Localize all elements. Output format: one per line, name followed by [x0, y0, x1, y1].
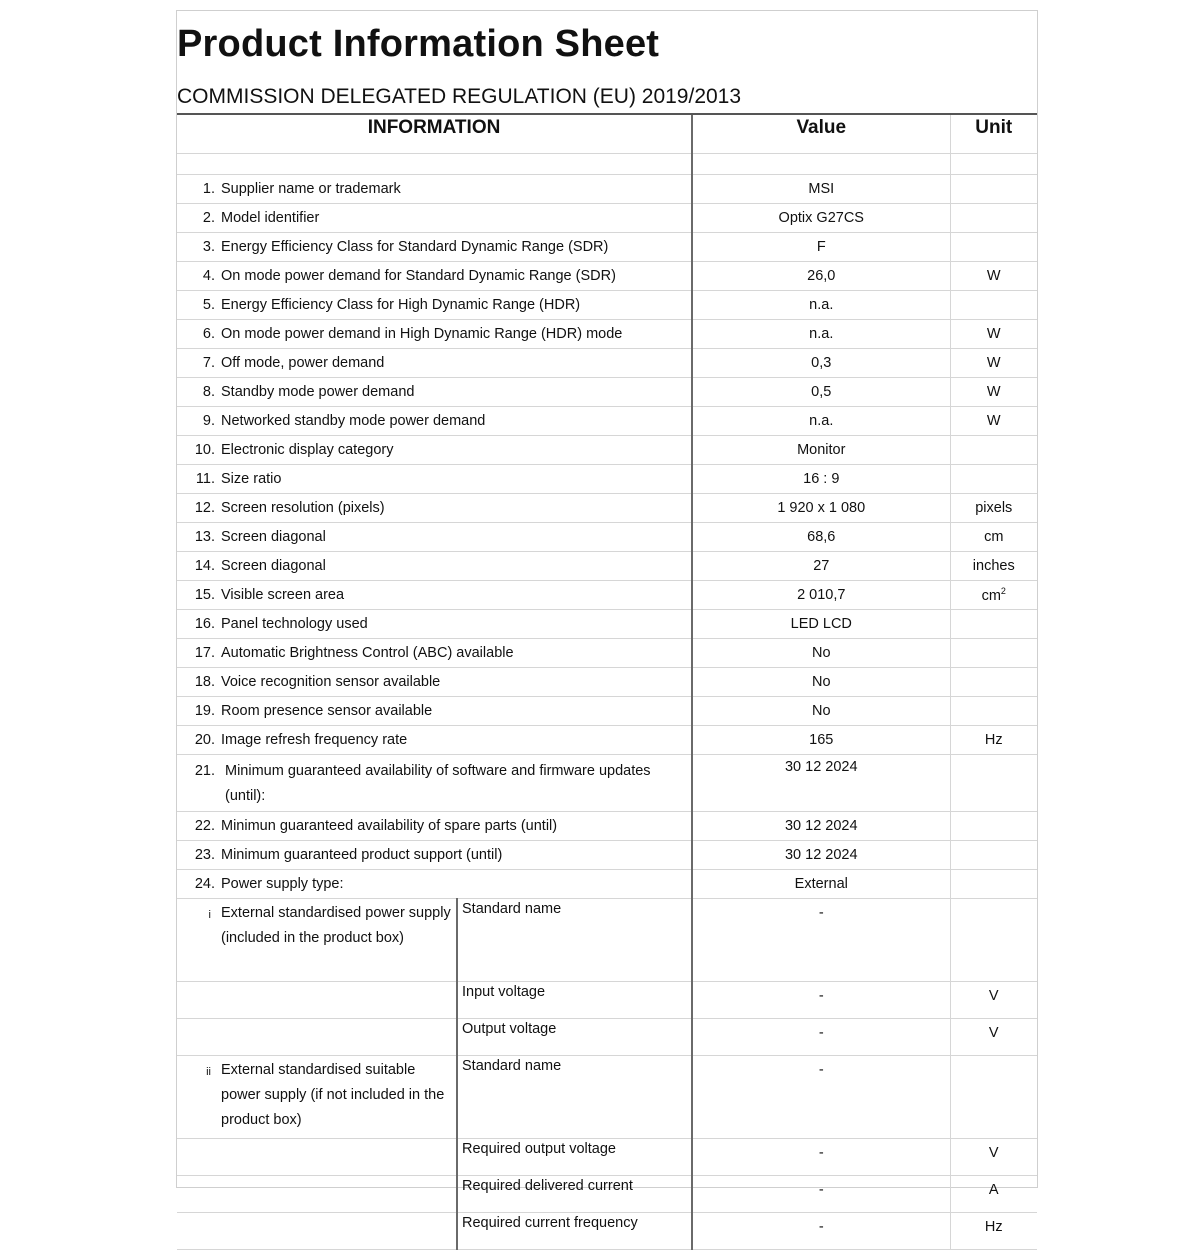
row-label: On mode power demand for Standard Dynamic Range (SDR) [221, 268, 616, 284]
row-unit-text: cm [981, 587, 1001, 604]
row-number: 18. [194, 674, 215, 690]
power-supply-row [177, 899, 1037, 982]
roman-numeral: ii [206, 1066, 211, 1078]
power-supply-field-value: - [692, 1019, 950, 1056]
row-number: 22. [194, 818, 215, 834]
power-supply-field-value: - [692, 899, 950, 982]
row-unit-text: Hz [984, 732, 1003, 748]
regulation-subtitle: COMMISSION DELEGATED REGULATION (EU) 2019/2013 [177, 85, 742, 108]
row-number: 16. [194, 616, 215, 632]
row-label-cell [177, 494, 692, 523]
power-supply-row [177, 1176, 1037, 1213]
row-number: 23. [194, 847, 215, 863]
row-value: 0,5 [692, 378, 950, 407]
power-supply-field-name: Standard name [457, 1056, 692, 1139]
row-value: 30 12 2024 [692, 841, 950, 870]
row-label: Power supply type: [221, 876, 344, 892]
row-value: 68,6 [692, 523, 950, 552]
power-supply-field-value: - [692, 1139, 950, 1176]
row-label-cell [177, 841, 692, 870]
row-number: 5. [202, 297, 215, 313]
row-value: MSI [692, 175, 950, 204]
row-label-cell [177, 407, 692, 436]
power-supply-type-cell [177, 982, 457, 1019]
power-supply-type-cell [177, 1213, 457, 1250]
row-label: Voice recognition sensor available [221, 674, 441, 690]
row-label-cell [177, 175, 692, 204]
table-row [177, 841, 1037, 870]
row-label: Room presence sensor available [221, 703, 433, 719]
row-value: n.a. [692, 320, 950, 349]
row-unit [950, 465, 1037, 494]
roman-numeral: i [208, 909, 211, 921]
power-supply-type-cell [177, 1019, 457, 1056]
row-number: 14. [194, 558, 215, 574]
row-label-cell [177, 726, 692, 755]
table-row [177, 320, 1037, 349]
row-number: 4. [202, 268, 215, 284]
row-label-cell [177, 581, 692, 610]
row-number: 20. [194, 732, 215, 748]
row-label: Electronic display category [221, 442, 394, 458]
row-label: On mode power demand in High Dynamic Range (HDR) mode [221, 326, 623, 342]
row-value: 30 12 2024 [692, 755, 950, 812]
row-unit-text: W [986, 268, 1001, 284]
power-supply-type-cell [177, 1056, 457, 1139]
power-supply-type-label: External standardised suitable power supply (if not included in the product box) [221, 1062, 445, 1128]
row-unit [950, 639, 1037, 668]
table-row [177, 812, 1037, 841]
row-label: Energy Efficiency Class for High Dynamic Range (HDR) [221, 297, 581, 313]
row-value: n.a. [692, 291, 950, 320]
row-value: No [692, 697, 950, 726]
row-label: Minimum guaranteed product support (until) [221, 847, 503, 863]
row-unit [950, 233, 1037, 262]
power-supply-field-unit: Hz [950, 1213, 1037, 1250]
row-label: Energy Efficiency Class for Standard Dynamic Range (SDR) [221, 239, 609, 255]
row-label-cell [177, 610, 692, 639]
table-row [177, 697, 1037, 726]
row-unit-text: W [986, 326, 1001, 342]
row-value: LED LCD [692, 610, 950, 639]
row-unit-text: inches [972, 558, 1015, 574]
power-supply-row [177, 1056, 1037, 1139]
table-row [177, 523, 1037, 552]
table-row [177, 407, 1037, 436]
power-supply-field-unit: V [950, 1139, 1037, 1176]
row-unit [950, 291, 1037, 320]
row-unit [950, 320, 1037, 349]
row-unit-text: W [986, 384, 1001, 400]
page-title: Product Information Sheet [177, 23, 660, 65]
row-label-cell [177, 668, 692, 697]
row-label: Networked standby mode power demand [221, 413, 486, 429]
row-label-cell [177, 552, 692, 581]
row-number: 2. [202, 210, 215, 226]
row-label: Size ratio [221, 471, 282, 487]
row-label-cell [177, 697, 692, 726]
row-number: 9. [202, 413, 215, 429]
row-label: Standby mode power demand [221, 384, 415, 400]
row-number: 17. [194, 645, 215, 661]
power-supply-field-unit: A [950, 1176, 1037, 1213]
power-supply-field-name: Required delivered current [457, 1176, 692, 1213]
power-supply-field-unit [950, 1056, 1037, 1139]
row-unit [950, 726, 1037, 755]
power-supply-field-value: - [692, 1056, 950, 1139]
information-table [177, 115, 1037, 1250]
power-supply-type-cell [177, 899, 457, 982]
row-label-cell [177, 320, 692, 349]
row-value: Optix G27CS [692, 204, 950, 233]
row-value: F [692, 233, 950, 262]
table-row [177, 610, 1037, 639]
row-unit [950, 841, 1037, 870]
row-value: n.a. [692, 407, 950, 436]
row-unit [950, 349, 1037, 378]
power-supply-type-label: External standardised power supply (included in the product box) [221, 905, 451, 946]
column-header-information: INFORMATION [177, 115, 692, 154]
power-supply-field-value: - [692, 1176, 950, 1213]
power-supply-field-name: Input voltage [457, 982, 692, 1019]
row-label: Model identifier [221, 210, 320, 226]
product-information-sheet [176, 10, 1038, 1235]
row-value: No [692, 639, 950, 668]
row-unit [950, 494, 1037, 523]
row-number: 12. [194, 500, 215, 516]
power-supply-field-name: Standard name [457, 899, 692, 982]
power-supply-row [177, 982, 1037, 1019]
row-number: 15. [194, 587, 215, 603]
row-number: 13. [194, 529, 215, 545]
row-unit [950, 262, 1037, 291]
row-label-cell [177, 465, 692, 494]
row-value: 165 [692, 726, 950, 755]
row-number: 3. [202, 239, 215, 255]
row-value: Monitor [692, 436, 950, 465]
table-row [177, 233, 1037, 262]
row-unit [950, 812, 1037, 841]
row-unit [950, 668, 1037, 697]
table-row [177, 465, 1037, 494]
column-header-unit: Unit [950, 115, 1037, 154]
power-supply-row [177, 1139, 1037, 1176]
row-number: 24. [194, 876, 215, 892]
row-label: Automatic Brightness Control (ABC) available [221, 645, 514, 661]
table-row [177, 552, 1037, 581]
table-row [177, 668, 1037, 697]
row-unit-text: W [986, 413, 1001, 429]
row-unit [950, 755, 1037, 812]
row-number: 1. [202, 181, 215, 197]
row-label: Visible screen area [221, 587, 345, 603]
power-supply-type-cell [177, 1176, 457, 1213]
row-number: 8. [202, 384, 215, 400]
power-supply-row [177, 1019, 1037, 1056]
row-unit [950, 697, 1037, 726]
row-label: Supplier name or trademark [221, 181, 401, 197]
table-row [177, 726, 1037, 755]
row-value: 30 12 2024 [692, 812, 950, 841]
power-supply-field-value: - [692, 1213, 950, 1250]
table-row [177, 291, 1037, 320]
row-number: 6. [202, 326, 215, 342]
row-number: 11. [195, 471, 215, 487]
row-unit [950, 407, 1037, 436]
row-number: 7. [202, 355, 215, 371]
row-value: 26,0 [692, 262, 950, 291]
row-label: Screen diagonal [221, 529, 326, 545]
row-label: Minimun guaranteed availability of spare parts (until) [221, 818, 558, 834]
table-header-row [177, 115, 1037, 154]
row-label-cell [177, 349, 692, 378]
table-row [177, 639, 1037, 668]
spacer-row [177, 154, 1037, 175]
row-value: 2 010,7 [692, 581, 950, 610]
row-label-cell [177, 378, 692, 407]
row-label: Minimum guaranteed availability of software and firmware updates (until): [225, 763, 651, 804]
row-unit [950, 204, 1037, 233]
row-value: 0,3 [692, 349, 950, 378]
row-unit [950, 870, 1037, 899]
table-row [177, 870, 1037, 899]
table-row [177, 175, 1037, 204]
row-unit-text: W [986, 355, 1001, 371]
row-number: 19. [194, 703, 215, 719]
row-unit [950, 175, 1037, 204]
row-label-cell [177, 262, 692, 291]
unit-superscript: 2 [1000, 586, 1006, 597]
row-number: 21. [194, 763, 215, 779]
row-unit [950, 523, 1037, 552]
column-header-value: Value [692, 115, 950, 154]
row-label-cell [177, 812, 692, 841]
row-unit [950, 436, 1037, 465]
row-label-cell [177, 204, 692, 233]
row-unit [950, 610, 1037, 639]
power-supply-type-cell [177, 1139, 457, 1176]
power-supply-field-unit: V [950, 982, 1037, 1019]
row-label-cell [177, 870, 692, 899]
power-supply-field-name: Required output voltage [457, 1139, 692, 1176]
power-supply-field-value: - [692, 982, 950, 1019]
table-row [177, 494, 1037, 523]
row-label: Off mode, power demand [221, 355, 385, 371]
row-label: Screen diagonal [221, 558, 326, 574]
row-label-cell [177, 523, 692, 552]
power-supply-row [177, 1213, 1037, 1250]
table-row [177, 204, 1037, 233]
table-row [177, 378, 1037, 407]
row-value: 16 : 9 [692, 465, 950, 494]
row-label-cell [177, 291, 692, 320]
row-number: 10. [194, 442, 215, 458]
row-unit [950, 378, 1037, 407]
row-label-cell [177, 639, 692, 668]
row-label: Image refresh frequency rate [221, 732, 408, 748]
table-row [177, 581, 1037, 610]
row-label-cell [177, 436, 692, 465]
row-unit [950, 552, 1037, 581]
table-row [177, 436, 1037, 465]
row-label-cell [177, 233, 692, 262]
power-supply-field-name: Output voltage [457, 1019, 692, 1056]
row-value: 27 [692, 552, 950, 581]
row-unit-text: cm [984, 529, 1004, 545]
table-row [177, 349, 1037, 378]
row-value: No [692, 668, 950, 697]
row-label: Screen resolution (pixels) [221, 500, 385, 516]
row-label-cell [177, 755, 692, 812]
power-supply-field-unit [950, 899, 1037, 982]
power-supply-field-name: Required current frequency [457, 1213, 692, 1250]
row-unit-text: pixels [975, 500, 1013, 516]
row-value: 1 920 x 1 080 [692, 494, 950, 523]
table-row [177, 755, 1037, 812]
power-supply-field-unit: V [950, 1019, 1037, 1056]
row-value: External [692, 870, 950, 899]
row-label: Panel technology used [221, 616, 368, 632]
row-unit [950, 581, 1037, 610]
table-row [177, 262, 1037, 291]
